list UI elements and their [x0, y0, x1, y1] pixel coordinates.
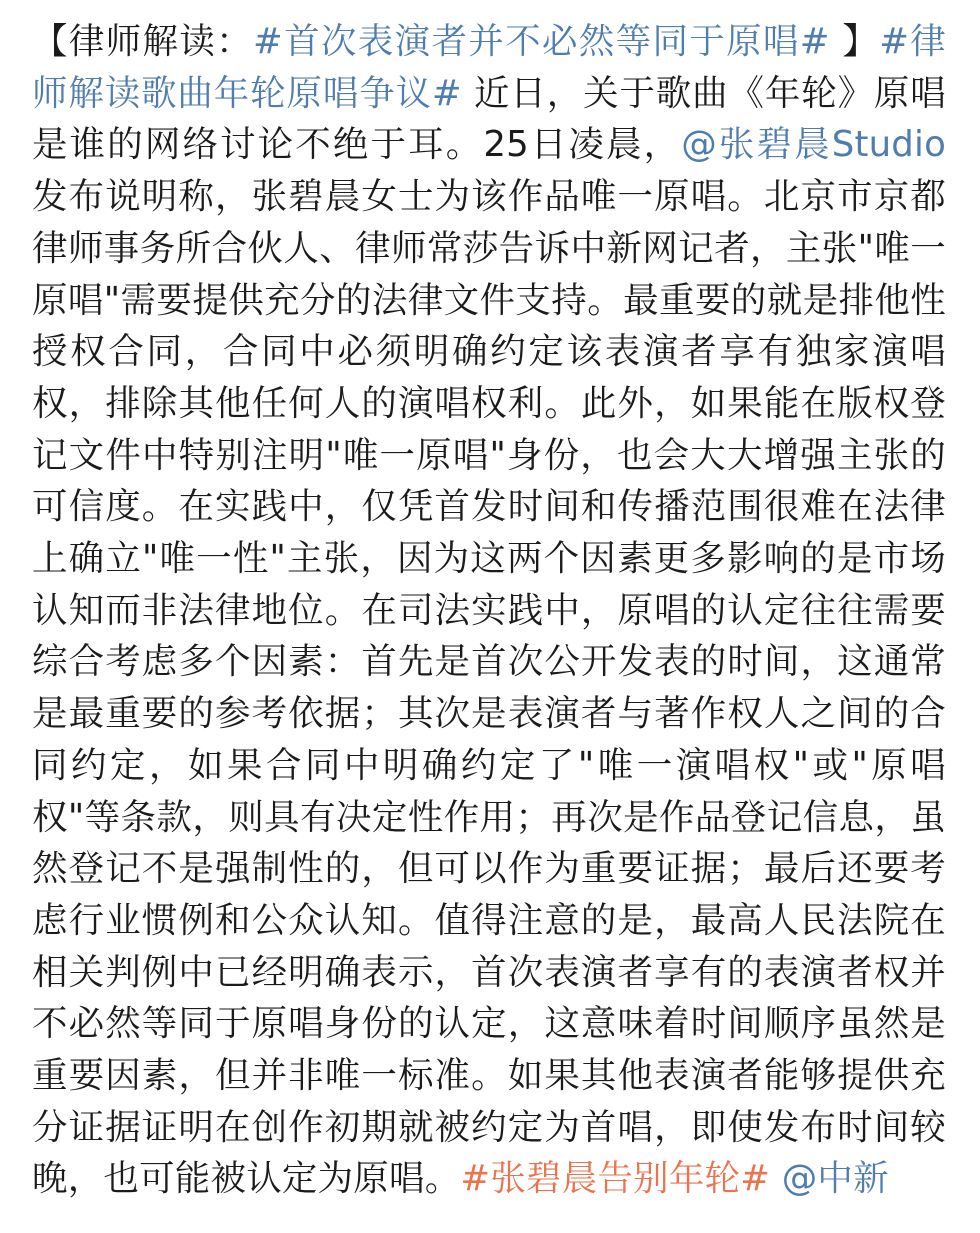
lead-close-text: 】	[829, 21, 880, 62]
body-text-intro: 近日，关于歌曲《年轮》原唱是谁的网络讨论不绝于耳。25日凌晨，	[32, 72, 946, 166]
topic-link-first-performer[interactable]: #首次表演者并不必然等同于原唱#	[253, 21, 830, 62]
body-text-spacer	[770, 1158, 782, 1199]
mention-link-studio[interactable]: @张碧晨Studio	[681, 124, 946, 166]
lead-open-text: 【律师解读：	[32, 21, 254, 62]
topic-link-lawyer-interpretation[interactable]: #律师解读歌曲年轮原唱争议#	[32, 21, 946, 114]
mention-link-chinanews[interactable]: @中新	[781, 1158, 889, 1200]
topic-link-farewell[interactable]: #张碧晨告别年轮#	[460, 1158, 771, 1200]
body-text-main: 发布说明称，张碧晨女士为该作品唯一原唱。北京市京都律师事务所合伙人、律师常莎告诉中新网记者，主张"唯一原唱"需要提供充分的法律文件支持。最重要的就是排他性授权合同，合同中必须明确约定该表演者享有独家演唱权，排除其他任何人的演唱权利。此外，如果能在版权登记文件中特别注明"唯一原唱"身份，也会大大增强主张的可信度。在实践中，仅凭首发时间和传播范围很难在法律上确立"唯一性"主张，因为这两个因素更多影响的是市场认知而非法律地位。在司法实践中，原唱的认定往往需要综合考虑多个因素：首先是首次公开发表的时间，这通常是最重要的参考依据；其次是表演者与著作权人之间的合同约定，如果合同中明确约定了"唯一演唱权"或"原唱权"等条款，则具有决定性作用；再次是作品登记信息，虽然登记不是强制性的，但可以作为重要证据；最后还要考虑行业惯例和公众认知。值得注意的是，最高人民法院在相关判例中已经明确表示，首次表演者享有的表演者权并不必然等同于原唱身份的认定，这意味着时间顺序虽然是重要因素，但并非唯一标准。如果其他表演者能够提供充分证据证明在创作初期就被约定为首唱，即使发布时间较晚，也可能被认定为原唱。	[32, 176, 946, 1200]
